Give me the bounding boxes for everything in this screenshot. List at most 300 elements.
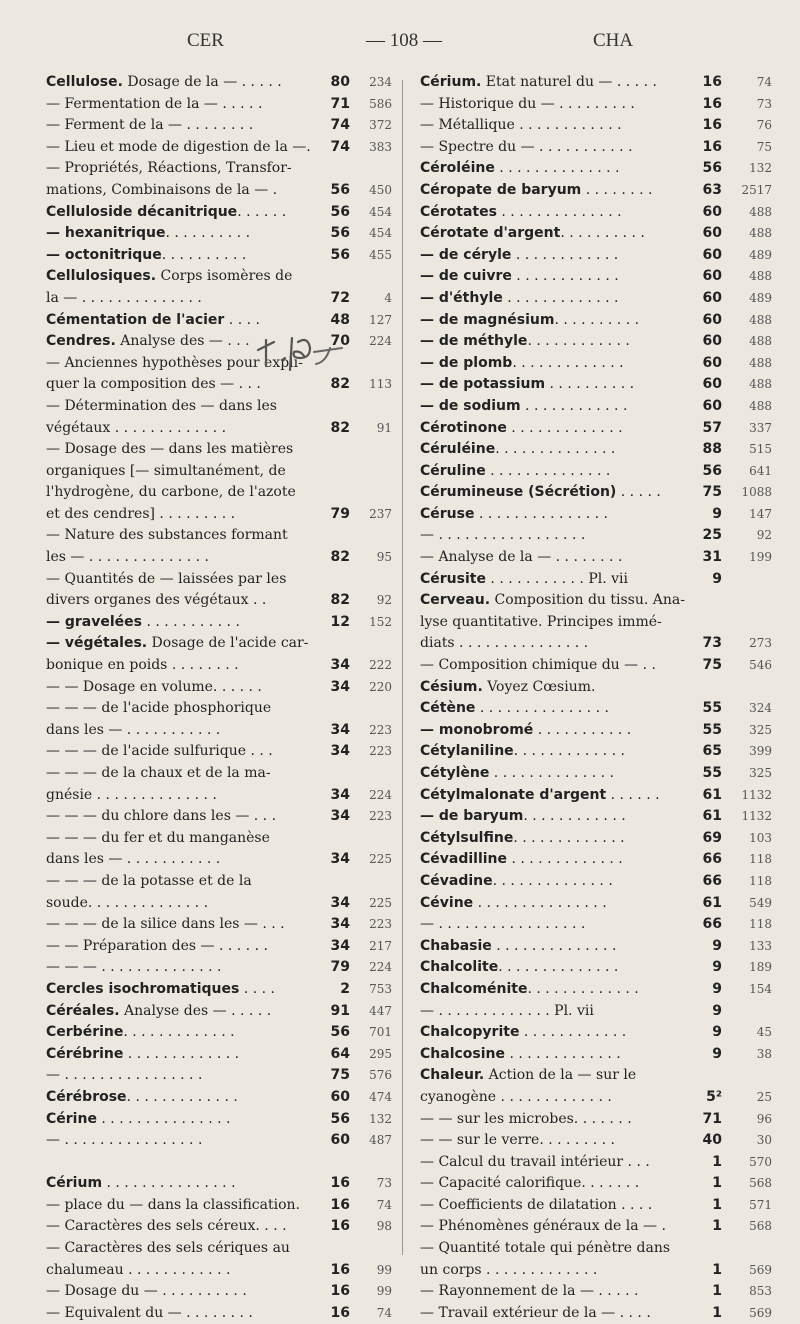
- volume-number: 60: [330, 1088, 350, 1105]
- page-number: 455: [369, 247, 392, 262]
- page-number: 2517: [741, 182, 772, 197]
- index-entry: [420, 1195, 776, 1217]
- index-entry: [46, 590, 392, 612]
- volume-number: 66: [702, 916, 722, 933]
- page-number: 447: [369, 1003, 392, 1018]
- index-entry: [46, 1044, 392, 1066]
- entry-heading: Cendres.: [46, 333, 116, 350]
- volume-number: 56: [330, 203, 350, 220]
- volume-number: 61: [702, 786, 722, 803]
- index-entry: [420, 893, 776, 915]
- entry-fragment: Etat naturel du — . . . . .: [481, 74, 657, 90]
- entry-fragment: — Lieu et mode de digestion de la —.: [46, 138, 311, 155]
- entry-heading: — de céryle: [420, 246, 512, 263]
- page-number: 568: [749, 1219, 772, 1234]
- index-entry: [420, 72, 776, 94]
- page-number: 118: [749, 852, 772, 867]
- entry-fragment: l'hydrogène, du carbone, de l'azote: [46, 484, 296, 501]
- volume-number: 34: [330, 786, 350, 803]
- page-number: 1088: [741, 485, 772, 500]
- entry-text: [420, 979, 702, 1001]
- entry-fragment: . . . . . . . . . . . .: [511, 246, 619, 263]
- volume-number: 80: [330, 74, 350, 90]
- entry-text: [420, 245, 702, 267]
- entry-text: [420, 1109, 702, 1131]
- entry-fragment: . . . . . . . . . . . . . .: [489, 765, 614, 781]
- index-entry: [46, 439, 392, 461]
- page-number: 95: [376, 550, 392, 565]
- entry-fragment: . . . . . . . . . . . . .: [512, 354, 624, 371]
- page-number: 45: [756, 1025, 772, 1040]
- page-number: 488: [749, 334, 772, 349]
- entry-fragment: . . . . . . . . . . . . .: [507, 851, 623, 868]
- page-number: 74: [756, 75, 772, 89]
- index-entry: [420, 547, 776, 569]
- entry-text: [46, 1001, 316, 1023]
- entry-fragment: mations, Combinaisons de la — .: [46, 181, 278, 198]
- entry-fragment: — place du — dans la classification.: [46, 1196, 300, 1213]
- entry-heading: Chalcolite: [420, 959, 499, 976]
- entry-fragment: . . . . . . . . . .: [165, 225, 251, 242]
- volume-number: 16: [702, 74, 722, 90]
- entry-text: [420, 1044, 702, 1066]
- volume-number: 61: [702, 894, 722, 911]
- page-number: 488: [749, 312, 772, 327]
- entry-fragment: — Phénomènes généraux de la — .: [420, 1218, 666, 1235]
- entry-text: [420, 525, 702, 547]
- index-entry: [46, 1260, 392, 1282]
- entry-fragment: . . . .: [239, 980, 275, 997]
- entry-fragment: — — — de la potasse et de la: [46, 872, 252, 889]
- index-entry: [420, 828, 776, 850]
- page-number: 91: [376, 420, 392, 435]
- volume-number: 60: [702, 246, 722, 263]
- page-number: 549: [749, 895, 772, 910]
- entry-fragment: lyse quantitative. Principes immé-: [420, 613, 662, 630]
- index-entry: [420, 1238, 776, 1260]
- volume-number: 82: [330, 419, 350, 436]
- volume-number: 9: [712, 505, 722, 522]
- entry-fragment: — Détermination des — dans les: [46, 397, 277, 414]
- entry-text: [46, 504, 316, 526]
- entry-fragment: Dosage de la — . . . . .: [122, 74, 282, 90]
- entry-fragment: chalumeau . . . . . . . . . . . .: [46, 1261, 231, 1278]
- index-entry: [46, 612, 392, 634]
- entry-fragment: — Anciennes hypothèses pour expli-: [46, 354, 303, 371]
- volume-number: 55: [702, 765, 722, 781]
- entry-heading: — de magnésium: [420, 311, 555, 328]
- entry-text: [420, 893, 702, 915]
- page-number: 113: [369, 377, 392, 392]
- entry-heading: Cerveau.: [420, 592, 491, 609]
- volume-number: 16: [330, 1175, 350, 1192]
- index-entry: [46, 763, 392, 785]
- entry-fragment: — Analyse de la — . . . . . . . .: [420, 549, 623, 566]
- volume-number: 34: [330, 721, 350, 738]
- volume-number: 71: [330, 95, 350, 112]
- page-number: 570: [749, 1154, 772, 1169]
- index-entry: [46, 72, 392, 94]
- volume-number: 5²: [706, 1088, 722, 1105]
- entry-text: [420, 72, 702, 94]
- index-entry: [46, 720, 392, 742]
- entry-heading: — de potassium: [420, 376, 546, 393]
- entry-text: [46, 741, 316, 763]
- entry-text: [46, 482, 316, 504]
- index-entry: [46, 1022, 392, 1044]
- volume-number: 16: [702, 117, 722, 134]
- index-entry: [46, 871, 392, 893]
- index-entry: [46, 1130, 392, 1152]
- entry-fragment: — — sur le verre. . . . . . . . .: [420, 1132, 615, 1149]
- header-right: CHA: [593, 30, 634, 51]
- volume-number: 60: [702, 289, 722, 306]
- page-number: 489: [749, 247, 772, 262]
- entry-text: [420, 1152, 702, 1174]
- entry-fragment: organiques [— simultanément, de: [46, 462, 286, 479]
- index-entry: [420, 331, 776, 353]
- page-number: 223: [369, 722, 392, 737]
- entry-text: [420, 439, 702, 461]
- index-entry: [46, 1109, 392, 1131]
- entry-text: [420, 418, 702, 440]
- page-number: 103: [749, 830, 772, 845]
- entry-text: [46, 590, 316, 612]
- page-number: 487: [369, 1133, 392, 1148]
- entry-fragment: — — — de la silice dans les — . . .: [46, 916, 285, 933]
- page-number: 701: [369, 1025, 392, 1040]
- entry-fragment: — Travail extérieur de la — . . . .: [420, 1304, 651, 1321]
- volume-number: 16: [330, 1218, 350, 1235]
- entry-heading: Cérumineuse (Sécrétion): [420, 484, 617, 501]
- volume-number: 66: [702, 872, 722, 889]
- entry-text: [420, 396, 702, 418]
- entry-fragment: — — — de l'acide sulfurique . . .: [46, 743, 273, 760]
- entry-text: [46, 914, 316, 936]
- entry-text: [46, 1065, 316, 1087]
- page-number: 324: [749, 701, 772, 716]
- index-entry: [46, 180, 392, 202]
- volume-number: 16: [330, 1261, 350, 1278]
- index-entry: [46, 1281, 392, 1303]
- entry-heading: Chaleur.: [420, 1067, 485, 1084]
- volume-number: 9: [712, 937, 722, 954]
- page-number: 127: [369, 312, 392, 327]
- entry-heading: Chalcosine: [420, 1045, 505, 1062]
- index-entry: [46, 94, 392, 116]
- entry-text: [420, 115, 702, 137]
- entry-text: [420, 288, 702, 310]
- entry-text: [46, 266, 316, 288]
- entry-fragment: — Caractères des sels cériques au: [46, 1240, 290, 1257]
- entry-fragment: . . . .: [224, 311, 260, 328]
- entry-text: [420, 1173, 702, 1195]
- entry-text: [46, 288, 316, 310]
- entry-text: [46, 936, 316, 958]
- index-entry: [420, 655, 776, 677]
- entry-heading: Chalcopyrite: [420, 1024, 520, 1041]
- entry-fragment: . . . . . . . . . . . . . .: [494, 160, 620, 177]
- entry-fragment: quer la composition des — . . .: [46, 376, 261, 393]
- entry-fragment: . . . . . . . . . . . . . . .: [102, 1175, 236, 1192]
- index-entry: [420, 1281, 776, 1303]
- entry-text: [46, 1216, 316, 1238]
- entry-fragment: . . . . . . . . . .: [161, 246, 247, 263]
- volume-number: 60: [702, 311, 722, 328]
- entry-heading: Céroléine: [420, 160, 495, 177]
- page-number: 118: [749, 917, 772, 932]
- entry-heading: Céruline: [420, 462, 486, 479]
- entry-fragment: . . . . . .: [606, 786, 660, 803]
- page-number: 224: [369, 787, 392, 802]
- volume-number: 9: [712, 980, 722, 997]
- page-number: 1132: [741, 787, 772, 802]
- index-entry: [46, 1001, 392, 1023]
- entry-fragment: — Composition chimique du — . .: [420, 657, 656, 674]
- volume-number: 56: [330, 181, 350, 198]
- volume-number: 60: [702, 397, 722, 414]
- entry-text: [46, 655, 316, 677]
- volume-number: 65: [702, 743, 722, 760]
- entry-text: [420, 1238, 702, 1260]
- entry-fragment: — Rayonnement de la — . . . . .: [420, 1283, 639, 1300]
- volume-number: 60: [702, 203, 722, 220]
- entry-text: [420, 482, 702, 504]
- volume-number: 60: [702, 354, 722, 371]
- volume-number: 75: [702, 657, 722, 674]
- entry-text: [420, 720, 702, 742]
- entry-fragment: . . . . . .: [237, 203, 287, 220]
- volume-number: 66: [702, 851, 722, 868]
- index-entry: [46, 893, 392, 915]
- index-entry: [420, 310, 776, 332]
- entry-text: [420, 504, 702, 526]
- entry-text: [420, 741, 702, 763]
- volume-number: 34: [330, 678, 350, 695]
- entry-heading: Cétylène: [420, 765, 490, 781]
- entry-fragment: — Calcul du travail intérieur . . .: [420, 1153, 650, 1170]
- index-entry: [420, 1109, 776, 1131]
- page-number: 220: [369, 679, 392, 694]
- entry-fragment: . . . . . . . . . . . .: [523, 808, 626, 825]
- index-entry: [420, 914, 776, 936]
- entry-text: [420, 1281, 702, 1303]
- index-entry: [46, 1195, 392, 1217]
- page-number: 273: [749, 636, 772, 651]
- entry-fragment: . . . . . . . . . . . .: [511, 268, 619, 285]
- index-entry: [46, 1238, 392, 1260]
- entry-text: [46, 1260, 316, 1282]
- volume-number: 34: [330, 851, 350, 868]
- entry-text: [46, 72, 316, 94]
- entry-heading: Cévadine: [420, 872, 493, 889]
- entry-fragment: Composition du tissu. Ana-: [490, 592, 685, 609]
- page-number: 154: [749, 981, 772, 996]
- entry-fragment: . . . . . . . . . . . . . .: [496, 203, 622, 220]
- entry-heading: Cétylmalonate d'argent: [420, 786, 607, 803]
- entry-fragment: et des cendres] . . . . . . . . .: [46, 505, 236, 522]
- index-entry: [420, 353, 776, 375]
- index-entry: [46, 979, 392, 1001]
- index-entry: [46, 785, 392, 807]
- index-entry: [46, 957, 392, 979]
- volume-number: 48: [330, 311, 350, 328]
- page-number: 474: [369, 1089, 392, 1104]
- entry-text: [46, 461, 316, 483]
- page-number: 571: [749, 1197, 772, 1212]
- page-number: 99: [376, 1284, 392, 1299]
- entry-text: [420, 828, 702, 850]
- page-number: 4: [384, 290, 392, 305]
- page-number: 569: [749, 1305, 772, 1320]
- entry-heading: Chabasie: [420, 937, 492, 954]
- entry-text: [420, 137, 702, 159]
- index-entry: [420, 979, 776, 1001]
- volume-number: 40: [702, 1132, 722, 1149]
- index-entry: [420, 1001, 776, 1023]
- volume-number: 88: [702, 441, 722, 458]
- entry-heading: — de baryum: [420, 808, 524, 825]
- entry-text: [46, 871, 316, 893]
- entry-fragment: soude. . . . . . . . . . . . . .: [46, 894, 209, 911]
- entry-text: [420, 158, 702, 180]
- entry-heading: — de plomb: [420, 354, 513, 371]
- entry-fragment: . . . . . . . . . . . . .: [123, 1045, 240, 1062]
- entry-text: [420, 1065, 702, 1087]
- volume-number: 74: [330, 117, 350, 134]
- index-entry: [420, 1173, 776, 1195]
- entry-text: [46, 115, 316, 137]
- volume-number: 34: [330, 657, 350, 674]
- entry-text: [420, 1087, 702, 1109]
- entry-fragment: — Fermentation de la — . . . . .: [46, 95, 263, 112]
- entry-fragment: . . . . . . . . . . . . .: [126, 1088, 238, 1105]
- entry-fragment: cyanogène . . . . . . . . . . . . .: [420, 1088, 612, 1105]
- page-number: 223: [369, 917, 392, 932]
- entry-fragment: — — Préparation des — . . . . . .: [46, 937, 268, 954]
- entry-fragment: — Dosage du — . . . . . . . . . .: [46, 1283, 247, 1300]
- entry-fragment: — — sur les microbes. . . . . . .: [420, 1110, 632, 1127]
- page-number: 234: [369, 75, 392, 89]
- index-entry: [420, 741, 776, 763]
- index-entry: [420, 180, 776, 202]
- entry-heading: Cercles isochromatiques: [46, 980, 240, 997]
- entry-text: [420, 849, 702, 871]
- page-number: 25: [756, 1089, 772, 1104]
- entry-text: [420, 677, 702, 699]
- index-entry: [46, 741, 392, 763]
- volume-number: 16: [702, 95, 722, 112]
- entry-heading: Cérine: [46, 1110, 97, 1127]
- entry-text: [46, 137, 316, 159]
- entry-fragment: — Ferment de la — . . . . . . . .: [46, 117, 254, 134]
- entry-text: [46, 223, 316, 245]
- page-number: 454: [369, 226, 392, 241]
- page-number: 576: [369, 1068, 392, 1083]
- entry-heading: — de sodium: [420, 397, 521, 414]
- page-number: 38: [756, 1046, 772, 1061]
- header-page-number: — 108 —: [366, 30, 442, 51]
- entry-text: [46, 893, 316, 915]
- index-entry: [46, 1173, 392, 1195]
- index-entry: [46, 1065, 392, 1087]
- page-number: 586: [369, 96, 392, 111]
- entry-text: [46, 979, 316, 1001]
- entry-fragment: — Spectre du — . . . . . . . . . . .: [420, 138, 633, 155]
- volume-number: 79: [330, 959, 350, 976]
- volume-number: 75: [702, 484, 722, 501]
- entry-heading: — d'éthyle: [420, 289, 503, 306]
- entry-text: [420, 353, 702, 375]
- entry-fragment: Action de la — sur le: [484, 1067, 637, 1084]
- page-number: 325: [749, 722, 772, 737]
- entry-fragment: . . . . . . . . . . . . . . .: [475, 700, 609, 717]
- entry-fragment: — — Dosage en volume. . . . . .: [46, 678, 262, 695]
- index-entry: [46, 461, 392, 483]
- volume-number: 75: [330, 1067, 350, 1084]
- index-entry: [46, 633, 392, 655]
- entry-fragment: Analyse des — . . .: [115, 333, 250, 350]
- entry-text: [46, 202, 316, 224]
- entry-fragment: . . . . . . . . . . . . . . .: [96, 1110, 231, 1127]
- index-column-left: [46, 72, 392, 1324]
- entry-fragment: . . . . . . . . . . . . .: [513, 743, 625, 760]
- volume-number: 16: [330, 1304, 350, 1321]
- page-number: 217: [369, 938, 392, 953]
- index-entry: [420, 439, 776, 461]
- page-number: 295: [369, 1046, 392, 1061]
- page-number: 488: [749, 226, 772, 241]
- entry-heading: Cérébrine: [46, 1045, 124, 1062]
- index-entry: [420, 202, 776, 224]
- volume-number: 12: [330, 613, 350, 630]
- entry-text: [420, 1216, 702, 1238]
- entry-text: [46, 1130, 316, 1152]
- volume-number: 60: [330, 1132, 350, 1149]
- entry-fragment: . . . . . . . . . . . .: [527, 333, 630, 350]
- entry-fragment: — . . . . . . . . . . . . . . . . .: [420, 527, 586, 544]
- volume-number: 34: [330, 808, 350, 825]
- page-number: 372: [369, 118, 392, 133]
- volume-number: 25: [702, 527, 722, 544]
- page-number: 225: [369, 852, 392, 867]
- entry-fragment: . . . . . . . . . . . . .: [502, 289, 619, 306]
- page-number: 225: [369, 895, 392, 910]
- index-entry: [420, 1065, 776, 1087]
- index-entry: [420, 504, 776, 526]
- entry-fragment: . . . . . . . . . . . . . .: [498, 959, 619, 976]
- page-number: 75: [756, 139, 772, 154]
- volume-number: 63: [702, 181, 722, 198]
- entry-heading: Chalcoménite: [420, 980, 528, 997]
- entry-text: [46, 310, 316, 332]
- entry-fragment: — Historique du — . . . . . . . . .: [420, 95, 635, 112]
- index-entry: [46, 914, 392, 936]
- entry-heading: Cérium: [46, 1175, 103, 1192]
- volume-number: 2: [340, 980, 350, 997]
- header-left: CER: [187, 30, 224, 51]
- entry-text: [420, 914, 702, 936]
- entry-text: [46, 1238, 316, 1260]
- entry-fragment: Voyez Cœsium.: [482, 678, 596, 695]
- entry-text: [46, 698, 316, 720]
- volume-number: 55: [702, 721, 722, 738]
- volume-number: 56: [330, 246, 350, 263]
- page-number: 222: [369, 658, 392, 673]
- entry-text: [46, 1087, 316, 1109]
- volume-number: 56: [702, 160, 722, 177]
- entry-heading: — octonitrique: [46, 246, 162, 263]
